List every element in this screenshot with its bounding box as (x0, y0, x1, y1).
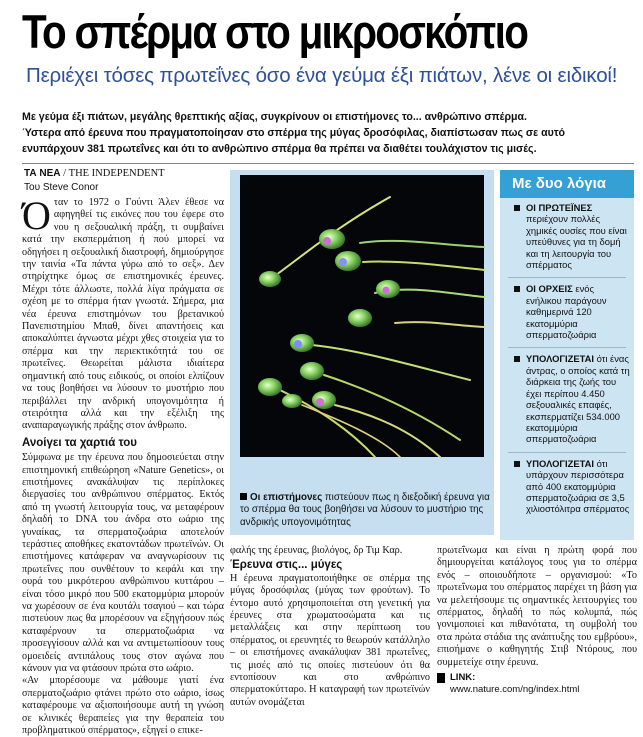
sidebar-divider (508, 277, 626, 278)
article-paragraph: φαλής της έρευνας, βιολόγος, δρ Τιμ Καρ. (230, 545, 403, 556)
article-paragraph (22, 193, 224, 433)
caption-marker-icon (240, 493, 247, 500)
sidebar-item-text: περιέχουν πολλές χημικές ουσίες που είναι υπεύθυνες για τη δομή και τη λειτουργία του σπέρματος (526, 213, 627, 271)
lead-line: ενυπάρχουν 381 πρωτεΐνες και ότι το ανθρώπινο σπέρμα θα πρέπει να διαθέτει τουλάχιστον τις μισές. (22, 143, 537, 155)
sidebar-divider (508, 347, 626, 348)
sidebar-item-lead: ΟΙ ΟΡΧΕΙΣ (526, 283, 573, 295)
sidebar-item-text: ότι ένας άντρας, ο οποίος κατά τη διάρκεια της ζωής του έχει περίπου 4.450 σεξουαλικές επαφές, εκσπερματίζει 534.000 εκατομμύρια σπερματοζωάρια (526, 353, 630, 445)
link-url[interactable]: www.nature.com/ng/index.html (450, 684, 580, 695)
section-subhead: Ανοίγει τα χαρτιά του (22, 436, 138, 449)
lead-line: Με γεύμα έξι πιάτων, μεγάλης θρεπτικής αξίας, συγκρίνουν οι επιστήμονες το... ανθρώπινο σπέρμα. (22, 111, 527, 123)
caption-text: πιστεύουν πως η διεξοδική έρευνα για το σπέρμα θα τους βοηθήσει να λύσουν το μυστήριο της ανδρικής υπογονιμότητας (240, 492, 490, 528)
lead-line: Ύστερα από έρευνα που πραγματοποίησαν στο σπέρμα της μύγας δροσόφιλας, διαπίστωσαν πως σε αυτό (22, 127, 566, 139)
section-subhead: Έρευνα στις... μύγες (230, 559, 343, 572)
sidebar-item-text: ότι υπάρχουν περισσότερα από 400 εκατομμύρια σπερματοζωάρια σε 3,5 χιλιοστόλιτρα σπέρματος (526, 457, 630, 515)
subtitle: Περιέχει τόσες πρωτεΐνες όσο ένα γεύμα έξι πιάτων, λένε οι ειδικοί! (26, 64, 618, 87)
sperm-micrograph (240, 175, 484, 457)
caption-lead: Οι επιστήμονες (250, 492, 323, 503)
photo-frame (230, 170, 494, 535)
sidebar-item (500, 458, 634, 519)
source-paper: ΤΑ ΝΕΑ (24, 168, 61, 179)
article-paragraph: «Αν μπορέσουμε να μάθουμε γιατί ένα σπερματοζωάριο φτάνει πρώτο στο ωάριο, ίσως καταφέρουμε να αξιοποιήσουμε αυτή τη γνώση σε κλινικές θεραπείες για την θεραπεία του προβληματικού σπέρματος», εξηγεί ο επικε- (22, 675, 224, 737)
byline: Του Steve Conor (24, 182, 99, 193)
article-column-1 (22, 193, 224, 737)
sidebar-item (500, 283, 634, 344)
headline: Το σπέρμα στο μικροσκόπιο (22, 5, 528, 58)
sidebar-item-lead: ΥΠΟΛΟΓΙΖΕΤΑΙ (526, 353, 594, 365)
sidebar-divider (508, 452, 626, 453)
link-marker-icon (437, 673, 445, 683)
sidebar-item (500, 202, 634, 274)
article-column-2 (230, 545, 430, 708)
drop-cap: Ό (22, 193, 51, 238)
sidebar-title: Με δυο λόγια (500, 170, 634, 198)
sidebar-box (500, 170, 634, 540)
sidebar-item (500, 353, 634, 448)
link-label: LINK: (450, 672, 476, 683)
sidebar-item-text: ενός ενήλικου παράγουν καθημερινά 120 εκατομμύρια σπερματοζωάρια (526, 283, 607, 341)
article-paragraph: Η έρευνα πραγματοποιήθηκε σε σπέρμα της μύγας δροσόφιλας (μύγας των φρούτων). Το έντομο αυτό χρησιμοποιείται στη γενετική για έρευνες στα χρωματοσώματα και τις μεταλλάξεις και στην περίπτωση του σπέρματος, οι ερευνητές το θεωρούν κατάλληλο – οι επιστήμονες ανακάλυψαν 381 πρωτεΐνες, τις μισές από τις οποίες πιστεύουν ότι θα εντοπίσουν και στο ανθρώπινο σπερματοκύτταρο. Η καταγραφή των πρωτεϊνών αυτών ονομάζεται (230, 572, 430, 708)
article-paragraph: πρωτεΐνωμα και είναι η πρώτη φορά που δημιουργείται κατάλογος τους για το σπέρμα ενός – οποιουδήποτε – οργανισμού: «Το πρωτεΐνωμα του σπέρματος παρέχει τη βάση για να μελετήσουμε τις σημαντικές λειτουργίες του σπέρματος, δηλαδή το πώς κολυμπά, πώς γονιμοποιεί και πιθανότατα, τη συμβολή του στα πρώτα στάδια της ανάπτυξης του εμβρύου», επισήμανε ο καθηγητής Στιβ Ντόρους, που συμμετείχε στην έρευνα. (437, 545, 637, 668)
source-credit (24, 168, 165, 179)
photo-caption (240, 492, 490, 529)
article-column-3 (437, 545, 637, 675)
link-reference (437, 672, 637, 698)
lead-paragraph (22, 109, 634, 157)
sidebar-item-lead: ΟΙ ΠΡΩΤΕΪΝΕΣ (526, 202, 593, 213)
source-partner: / THE INDEPENDENT (60, 168, 165, 179)
micrograph-illustration (240, 175, 484, 457)
article-paragraph: Σύμφωνα με την έρευνα που δημοσιεύεται στην επιστημονική επιθεώρηση «Nature Genetics», οι επιστήμονες ανακάλυψαν τις περίπλοκες διεργασίες του ανθρώπινου σπέρματος. Εκτός από τη γνωστή λειτουργία τους, να μεταφέρουν δηλαδή το DNA του άνδρα στο ωάριο της γυναίκας, τα σπερματοζωάρια αποτελούν τεράστιες αποθήκες εκατοντάδων πρωτεϊνών. Οι επιστήμονες κατάφεραν να αναγνωρίσουν τις πρωτεΐνες που συνθέτουν το κεφάλι και την ουρά του μικρότερου ανθρώπινου κυττάρου – είναι τόσο μικρό που 500 εκατομμύρια μπορούν να χωρέσουν σε ένα κουτάλι τσαγιού – και τώρα πιστεύουν πως θα μπορέσουν να εξηγήσουν πώς καταφέρνουν τα σπερματοζωάρια να προσεγγίσουν αλλά και να αντιμετωπίσουν τους ομοειδείς αντιπάλους τους στον αγώνα που κάνουν για να φτάσουν πρώτα στο ωάριο. (22, 452, 224, 675)
sidebar-item-lead: ΥΠΟΛΟΓΙΖΕΤΑΙ (526, 457, 594, 469)
article-paragraph-text: ταν το 1972 ο Γούντι Άλεν έθεσε να αφηγηθεί τις εικόνες που του έφερε στο νου η σεξουαλική πράξη, τι συμβαίνει κατά την εκσπερμάτιση ή πού μπορεί να οδηγήσει η σεξουαλική διαστροφή, δημιούργησε την ταινία «Τα πάντα γύρω από το σεξ». Δεν στηρίχτηκε όμως σε επιστημονικές έρευνες. Μέχρι τότε άλλωστε, πολλά λίγα πράγματα σε σχέση με το σπέρμα ήταν γνωστά. Σήμερα, μια νέα έρευνα επιστημόνων του βρετανικού Πανεπιστημίου Μπαθ, δίνει απαντήσεις και αποκαλύπτει άγνωστα μέχρι χθες στοιχεία για το σπέρμα και την περιεκτικότητά του σε πρωτεΐνες. Θεωρείται μάλιστα ιδιαίτερα σημαντική από τους ειδικούς, οι οποίοι ελπίζουν να τους βοηθήσει να λύσουν το μυστήριο που περιβάλλει την ανδρική υπογονιμότητα ή στειρότητα αλλά και την εξέλιξη της αναπαραγωγικής πράξης στον άνθρωπο. (22, 197, 224, 432)
sidebar-list (500, 202, 634, 519)
divider (22, 163, 634, 164)
